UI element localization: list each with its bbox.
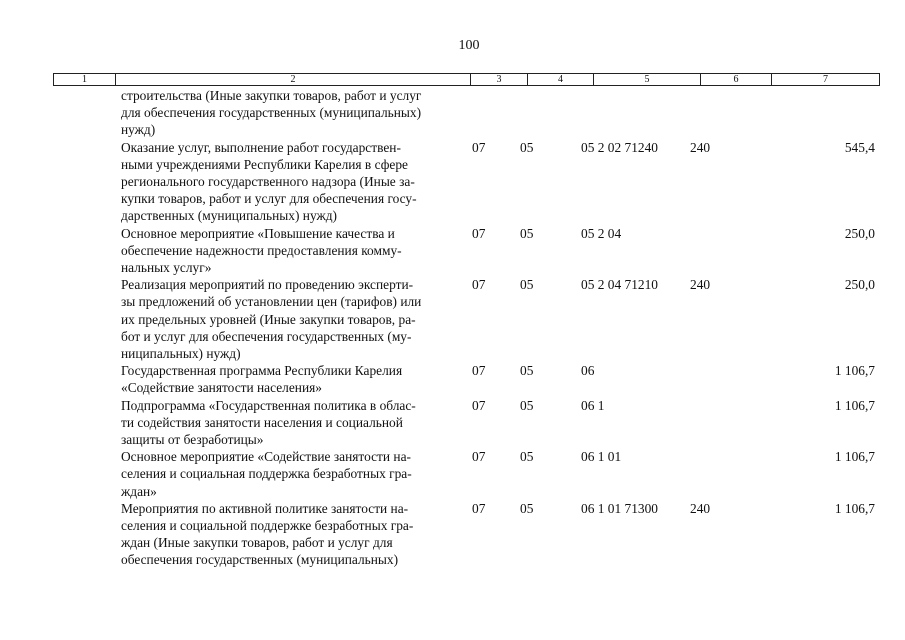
- row-amount: 250,0: [844, 225, 875, 241]
- col-header-6: 6: [701, 74, 772, 86]
- row-target-article: 06 1: [581, 397, 605, 413]
- row-subsection: 05: [520, 500, 534, 516]
- row-target-article: 06 1 01: [581, 449, 622, 465]
- row-subsection: 05: [520, 225, 534, 241]
- col-header-5: 5: [594, 74, 701, 86]
- row-amount: 1 106,7: [834, 500, 875, 516]
- row-section: 07: [472, 500, 486, 516]
- table-body: [53, 87, 879, 569]
- table-row: [53, 225, 879, 277]
- col-header-7: 7: [772, 74, 880, 86]
- row-amount: 250,0: [844, 277, 875, 293]
- row-expense-type: 240: [690, 139, 711, 155]
- row-section: 07: [472, 397, 486, 413]
- row-name: Государственная программа Республики Карелия «Содействие занятости населения»: [121, 363, 403, 396]
- row-section: 07: [472, 449, 486, 465]
- row-target-article: 05 2 02 71240: [581, 139, 658, 155]
- col-header-3: 3: [471, 74, 528, 86]
- col-header-2: 2: [116, 74, 471, 86]
- row-amount: 1 106,7: [834, 449, 875, 465]
- row-subsection: 05: [520, 363, 534, 379]
- row-section: 07: [472, 139, 486, 155]
- table-row: [53, 448, 879, 500]
- row-expense-type: 240: [690, 277, 711, 293]
- table-row: [53, 362, 879, 396]
- column-number-header: [53, 73, 880, 86]
- row-expense-type: 240: [690, 500, 711, 516]
- table-row: [53, 500, 879, 569]
- col-header-1: 1: [54, 74, 116, 86]
- row-name: Оказание услуг, выполнение работ государствен- ными учреждениями Республики Карелия в сфере регионального государственного надзора (Иные за- купки товаров, работ и услуг для обеспечения госу- дарственных (муниципальных) нужд): [121, 139, 417, 224]
- row-subsection: 05: [520, 139, 534, 155]
- row-section: 07: [472, 363, 486, 379]
- table-row: [53, 276, 879, 362]
- page-number: 100: [458, 38, 480, 53]
- table-row: [53, 87, 879, 139]
- row-name: Основное мероприятие «Содействие занятости на- селения и социальная поддержка безработных гра- ждан»: [121, 449, 412, 499]
- row-name: Мероприятия по активной политике занятости на- селения и социальной поддержке безработных гра- ждан (Иные закупки товаров, работ и услуг для обеспечения государственных (муниципальных): [121, 500, 414, 568]
- row-section: 07: [472, 277, 486, 293]
- row-subsection: 05: [520, 397, 534, 413]
- row-name: Основное мероприятие «Повышение качества и обеспечение надежности предоставления комму- нальных услуг»: [121, 225, 402, 276]
- col-header-4: 4: [528, 74, 594, 86]
- row-target-article: 06 1 01 71300: [581, 500, 658, 516]
- row-subsection: 05: [520, 277, 534, 293]
- row-subsection: 05: [520, 449, 534, 465]
- row-target-article: 05 2 04: [581, 225, 622, 241]
- row-target-article: 06: [581, 363, 595, 379]
- row-amount: 545,4: [844, 139, 875, 155]
- row-name: Подпрограмма «Государственная политика в облас- ти содействия занятости населения и социальной защиты от безработицы»: [121, 397, 416, 448]
- table-row: [53, 397, 879, 449]
- row-name: строительства (Иные закупки товаров, работ и услуг для обеспечения государственных (муниципальных) нужд): [121, 88, 422, 138]
- row-amount: 1 106,7: [834, 397, 875, 413]
- table-row: [53, 139, 879, 225]
- row-section: 07: [472, 225, 486, 241]
- row-amount: 1 106,7: [834, 363, 875, 379]
- row-name: Реализация мероприятий по проведению эксперти- зы предложений об установлении цен (тарифов) или их предельных уровней (Иные закупки товаров, ра- бот и услуг для обеспечения государственных (му- ниципальных) нужд): [121, 277, 422, 362]
- row-target-article: 05 2 04 71210: [581, 277, 658, 293]
